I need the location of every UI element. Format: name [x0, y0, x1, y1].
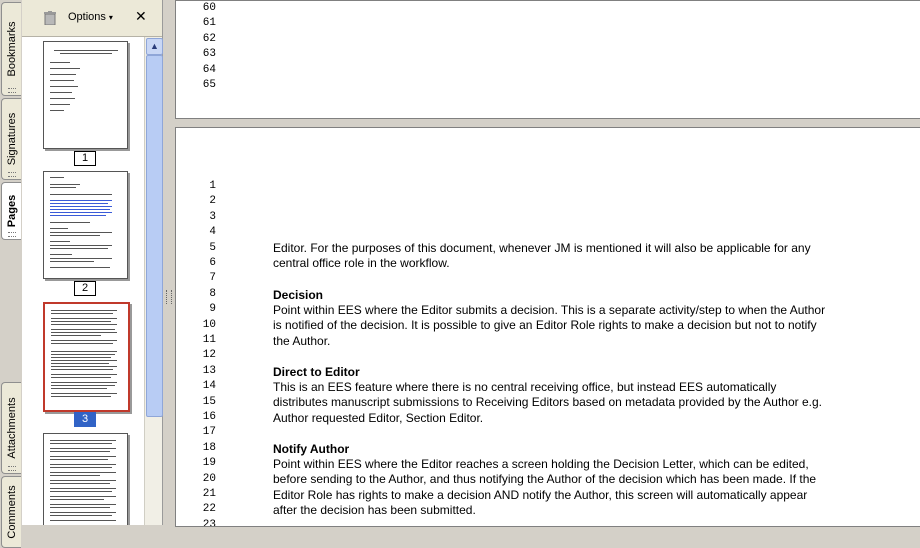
- section-body-notify-author: [273, 457, 913, 519]
- text-line: Editor Role has rights to make a decision AND notify the Author, this screen will automatically appear: [273, 487, 808, 502]
- tab-attachments-label: Attachments: [5, 397, 18, 459]
- line-number: 13: [202, 364, 216, 377]
- line-number: 12: [202, 349, 216, 362]
- section-heading-decision: Decision: [273, 288, 324, 302]
- line-number: 22: [202, 503, 216, 516]
- trash-icon[interactable]: [44, 11, 56, 25]
- line-number: 20: [202, 472, 216, 485]
- text-line: after the decision has been submitted.: [273, 503, 476, 518]
- line-number: 11: [202, 334, 216, 346]
- line-number: 61: [202, 17, 216, 30]
- tab-bookmarks[interactable]: [1, 2, 21, 96]
- tab-grip: [8, 88, 16, 93]
- line-number: 2: [209, 195, 216, 208]
- document-pane-top[interactable]: [175, 0, 920, 119]
- panel-splitter[interactable]: [163, 0, 174, 525]
- tab-comments[interactable]: [1, 476, 21, 548]
- text-line: Author requested Editor, Section Editor.: [273, 410, 484, 425]
- tab-bookmarks-label: Bookmarks: [5, 21, 18, 77]
- chevron-down-icon: ▾: [108, 13, 113, 22]
- line-number: 7: [209, 272, 216, 285]
- tab-grip: [8, 172, 16, 177]
- tab-attachments[interactable]: [1, 382, 21, 474]
- options-label: Options: [68, 11, 106, 23]
- text-line: Point within EES where the Editor submits a decision. This is a separate activity/step to when the Author: [273, 303, 826, 317]
- line-number: 65: [202, 79, 216, 91]
- line-number: 21: [202, 488, 216, 500]
- line-number: 60: [202, 2, 216, 14]
- page-label-2[interactable]: 2: [74, 281, 96, 296]
- text-line: is notified of the decision. It is possible to give an Editor Role rights to make a decision but not to notify: [273, 318, 817, 333]
- page-thumbnail-list: [22, 37, 144, 525]
- text-line: distributes manuscript submissions to Receiving Editors based on metadata provided by the Author e.g.: [273, 395, 822, 410]
- navigation-tab-strip: [0, 0, 23, 539]
- text-line: Point within EES where the Editor reaches a screen holding the Decision Letter, which can be edited,: [273, 457, 809, 471]
- section-heading-notify-author: Notify Author: [273, 442, 350, 456]
- page-label-1[interactable]: 1: [74, 151, 96, 166]
- line-number: 17: [202, 426, 216, 439]
- tab-grip: [8, 466, 16, 471]
- line-number: 8: [209, 287, 216, 300]
- line-number: 62: [202, 32, 216, 45]
- line-number: 6: [209, 257, 216, 269]
- text-line: Editor. For the purposes of this document, whenever JM is mentioned it will also be applicable for any: [273, 241, 811, 255]
- line-number: 64: [202, 63, 216, 76]
- pages-panel: [22, 0, 163, 525]
- scroll-up-button[interactable]: ▲: [146, 38, 163, 55]
- tab-comments-label: Comments: [5, 485, 18, 539]
- panel-scrollbar[interactable]: [144, 37, 162, 525]
- line-number: 15: [202, 395, 216, 408]
- scrollbar-thumb[interactable]: [146, 55, 163, 417]
- page-thumbnail-4[interactable]: [43, 433, 128, 525]
- line-number: 9: [209, 303, 216, 316]
- line-number: 5: [209, 241, 216, 254]
- tab-pages-label: Pages: [5, 194, 18, 228]
- section-body-decision: [273, 303, 913, 349]
- text-line: before sending to the Author, and thus notifying the Author of the decision which has been made. If the: [273, 472, 817, 487]
- line-number: 16: [202, 411, 216, 423]
- text-line: This is an EES feature where there is no central receiving office, but instead EES automatically: [273, 380, 777, 394]
- section-heading-direct-to-editor: Direct to Editor: [273, 365, 360, 379]
- section-body-direct-to-editor: [273, 380, 913, 426]
- line-number: 3: [209, 210, 216, 223]
- tab-signatures[interactable]: [1, 98, 21, 180]
- line-number: 1: [209, 180, 216, 192]
- pages-panel-header: [22, 0, 162, 37]
- text-line: central office role in the workflow.: [273, 256, 450, 271]
- intro-paragraph: [273, 241, 913, 272]
- splitter-grip: [166, 290, 172, 304]
- page-thumbnail-1[interactable]: [43, 41, 128, 149]
- line-number: 14: [202, 380, 216, 393]
- line-number: 10: [202, 318, 216, 331]
- close-panel-button[interactable]: ✕: [135, 8, 147, 24]
- tab-grip: [8, 232, 16, 237]
- line-number: 18: [202, 441, 216, 454]
- tab-pages[interactable]: [1, 182, 21, 240]
- page-thumbnail-3[interactable]: [43, 302, 130, 412]
- tab-signatures-label: Signatures: [5, 112, 18, 166]
- line-number: 63: [202, 48, 216, 61]
- options-menu-button[interactable]: [68, 11, 113, 23]
- page-label-3[interactable]: 3: [74, 412, 96, 427]
- line-number: 23: [202, 518, 216, 527]
- page-thumbnail-2[interactable]: [43, 171, 128, 279]
- line-number: 19: [202, 457, 216, 470]
- document-pane-bottom[interactable]: [175, 127, 920, 527]
- text-line: the Author.: [273, 333, 331, 348]
- line-number: 4: [209, 226, 216, 239]
